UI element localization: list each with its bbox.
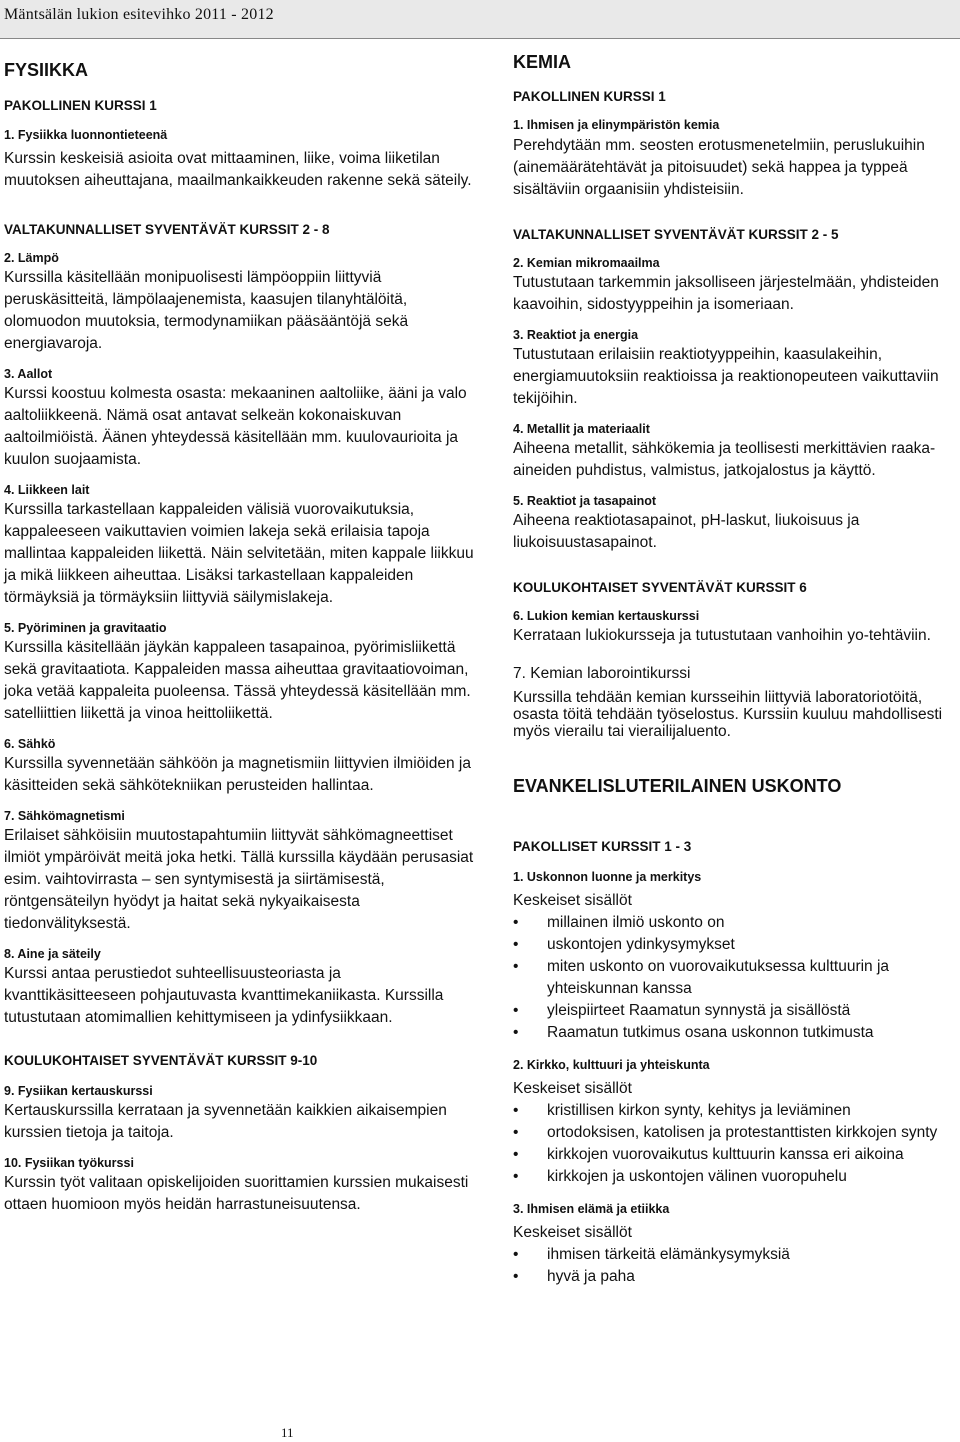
physics-title: FYSIIKKA: [4, 60, 89, 80]
list-item: • yleispiirteet Raamatun synnystä ja sisällöstä: [513, 1000, 950, 1022]
section-heading: VALTAKUNNALLISET SYVENTÄVÄT KURSSIT 2 - 5: [513, 227, 839, 242]
course-title: 9. Fysiikan kertauskurssi: [4, 1084, 153, 1098]
list-item: • millainen ilmiö uskonto on: [513, 912, 950, 934]
content-list: [513, 1100, 950, 1188]
bullet-icon: •: [513, 1268, 519, 1285]
content-lead: Keskeiset sisällöt: [513, 892, 632, 909]
course-title: 3. Reaktiot ja energia: [513, 328, 639, 342]
course-title: 2. Kirkko, kulttuuri ja yhteiskunta: [513, 1058, 710, 1072]
page-header: [0, 0, 960, 39]
course-description: Kurssilla käsitellään monipuolisesti lämpöoppiin liittyviä peruskäsitteitä, lämpölaajenemista, kaasujen tilanyhtälöitä, olomuodon muutoksia, termodynamiikan pääsääntöjä sekä energiavaroja.: [4, 269, 409, 352]
course-description: Aiheena reaktiotasapainot, pH-laskut, liukoisuus ja liukoisuustasapainot.: [513, 512, 860, 551]
course-title: 2. Lämpö: [4, 251, 59, 265]
list-item: • ihmisen tärkeitä elämänkysymyksiä: [513, 1244, 950, 1266]
bullet-icon: •: [513, 1168, 519, 1185]
right-column: [513, 52, 950, 1288]
section-heading: PAKOLLINEN KURSSI 1: [513, 89, 666, 104]
course-title: 6. Sähkö: [4, 737, 56, 751]
course-description: Perehdytään mm. seosten erotusmenetelmiin, peruslukuihin (ainemäärätehtävät ja pitoisuudet) sekä happea ja typpeä sisältäviin orgaanisiin yhdisteisiin.: [513, 137, 925, 198]
course-description: Kerrataan lukiokursseja ja tutustutaan vanhoihin yo-tehtäviin.: [513, 627, 931, 644]
list-item: • Raamatun tutkimus osana uskonnon tutkimusta: [513, 1022, 950, 1044]
page-number: 11: [281, 1425, 294, 1440]
bullet-icon: •: [513, 1102, 519, 1119]
course-description: Kurssi koostuu kolmesta osasta: mekaaninen aaltoliike, ääni ja valo aaltoliikkeenä. Nämä osat antavat selkeän kokonaiskuvan aaltoilmiöistä. Äänen yhteydessä käsitellään mm. kuulovaurioita ja kuulon suojaamista.: [4, 385, 467, 468]
course-title-plain: 7. Kemian laborointikurssi: [513, 665, 691, 682]
content-lead: Keskeiset sisällöt: [513, 1224, 632, 1241]
course-description: Kurssilla syvennetään sähköön ja magnetismiin liittyvien ilmiöiden ja käsitteiden sekä sähkötekniikan perusteiden hallintaa.: [4, 755, 471, 794]
course-title: 10. Fysiikan työkurssi: [4, 1156, 134, 1170]
section-heading: PAKOLLISET KURSSIT 1 - 3: [513, 839, 692, 854]
bullet-icon: •: [513, 1024, 519, 1041]
document-title: Mäntsälän lukion esitevihko 2011 - 2012: [4, 6, 274, 23]
course-description: Erilaiset sähköisiin muutostapahtumiin liittyvät sähkömagneettiset ilmiöt ympäröivät meitä joka hetki. Tällä kurssilla käydään perusasiat esim. vaihtovirrasta – sen syntymisestä ja siirtämisestä, röntgensäteilyn hyödyt ja haitat sekä nykyaikaisesta tiedonvälityksestä.: [4, 827, 474, 932]
section-heading: PAKOLLINEN KURSSI 1: [4, 98, 157, 113]
content-list: [513, 1244, 950, 1288]
bullet-icon: •: [513, 1146, 519, 1163]
chemistry-title: KEMIA: [513, 52, 571, 72]
course-title: 1. Fysiikka luonnontieteenä: [4, 128, 168, 142]
course-description: Aiheena metallit, sähkökemia ja teollisesti merkittävien raaka-aineiden puhdistus, valmistus, jatkojalostus ja käyttö.: [513, 440, 936, 479]
list-item: • ortodoksisen, katolisen ja protestanttisten kirkkojen synty: [513, 1122, 950, 1144]
content-list: [513, 912, 950, 1044]
bullet-icon: •: [513, 914, 519, 931]
list-item: • kirkkojen ja uskontojen välinen vuoropuhelu: [513, 1166, 950, 1188]
section-heading: KOULUKOHTAISET SYVENTÄVÄT KURSSIT 6: [513, 580, 807, 595]
course-title: 3. Aallot: [4, 367, 53, 381]
physics-column: [4, 52, 474, 1216]
course-title: 8. Aine ja säteily: [4, 947, 101, 961]
course-title: 4. Liikkeen lait: [4, 483, 90, 497]
course-title: 1. Ihmisen ja elinympäristön kemia: [513, 118, 720, 132]
list-item: • hyvä ja paha: [513, 1266, 950, 1288]
list-item: • kristillisen kirkon synty, kehitys ja leviäminen: [513, 1100, 950, 1122]
bullet-icon: •: [513, 958, 519, 975]
content-lead: Keskeiset sisällöt: [513, 1080, 632, 1097]
course-title: 6. Lukion kemian kertauskurssi: [513, 609, 700, 623]
religion-title: EVANKELISLUTERILAINEN USKONTO: [513, 776, 842, 796]
course-title: 4. Metallit ja materiaalit: [513, 422, 650, 436]
list-item: • kirkkojen vuorovaikutus kulttuurin kanssa eri aikoina: [513, 1144, 950, 1166]
list-item: • uskontojen ydinkysymykset: [513, 934, 950, 956]
course-description: Kertauskurssilla kerrataan ja syvennetään kaikkien aikaisempien kurssien tietoja ja taitoja.: [4, 1102, 447, 1141]
course-description: Tutustutaan tarkemmin jaksolliseen järjestelmään, yhdisteiden kaavoihin, sidostyyppeihin ja isomeriaan.: [513, 274, 939, 313]
course-title: 5. Pyöriminen ja gravitaatio: [4, 621, 167, 635]
course-description: Kurssin työt valitaan opiskelijoiden suorittamien kurssien mukaisesti ottaen huomioon myös heidän harrastuneisuutensa.: [4, 1174, 469, 1213]
bullet-icon: •: [513, 1124, 519, 1141]
course-title: 2. Kemian mikromaailma: [513, 256, 660, 270]
section-heading: VALTAKUNNALLISET SYVENTÄVÄT KURSSIT 2 - 8: [4, 222, 330, 237]
course-description: Tutustutaan erilaisiin reaktiotyyppeihin, kaasulakeihin, energiamuutoksiin reaktioissa ja reaktionopeuteen vaikuttaviin tekijöihin.: [513, 346, 939, 407]
bullet-icon: •: [513, 1002, 519, 1019]
course-description: Kurssi antaa perustiedot suhteellisuusteoriasta ja kvanttikäsitteeseen pohjautuvasta kvanttimekaniikasta. Kurssilla tutustutaan atomimallien kehittymiseen ja ydinfysiikkaan.: [4, 965, 444, 1026]
list-item: • miten uskonto on vuorovaikutuksessa kulttuurin ja yhteiskunnan kanssa: [513, 958, 890, 997]
course-title: 7. Sähkömagnetismi: [4, 809, 125, 823]
section-heading: KOULUKOHTAISET SYVENTÄVÄT KURSSIT 9-10: [4, 1053, 318, 1068]
course-description: Kurssin keskeisiä asioita ovat mittaaminen, liike, voima liiketilan muutoksen aiheuttajana, maailmankaikkeuden rakenne sekä säteily.: [4, 150, 472, 189]
course-description: Kurssilla tarkastellaan kappaleiden välisiä vuorovaikutuksia, kappaleeseen vaikuttavien voimien lakeja sekä erilaisia tapoja mallintaa kappaleiden liikettä. Näin selvitetään, miten kappale liikkuu ja mikä liikkeen aiheuttaa. Lisäksi tarkastellaan kappaleiden törmäyksiä ja törmäyksiin liittyviä säilymislakeja.: [4, 501, 474, 606]
course-title: 3. Ihmisen elämä ja etiikka: [513, 1202, 670, 1216]
course-description: Kurssilla tehdään kemian kursseihin liittyviä laboratoriotöitä, osasta töitä tehdään työselostus. Kurssiin kuuluu mahdollisesti myös vierailu tai vierailijaluento.: [513, 689, 943, 740]
course-title: 1. Uskonnon luonne ja merkitys: [513, 870, 702, 884]
bullet-icon: •: [513, 1246, 519, 1263]
bullet-icon: •: [513, 936, 519, 953]
course-title: 5. Reaktiot ja tasapainot: [513, 494, 657, 508]
course-description: Kurssilla käsitellään jäykän kappaleen tasapainoa, pyörimisliikettä sekä gravitaatiota. Kappaleiden massa aiheuttaa gravitaatiovoiman, joka vetää kappaleita puoleensa. Tässä yhteydessä käsitellään mm. satelliittien liikettä ja vinoa heittoliikettä.: [4, 639, 471, 722]
